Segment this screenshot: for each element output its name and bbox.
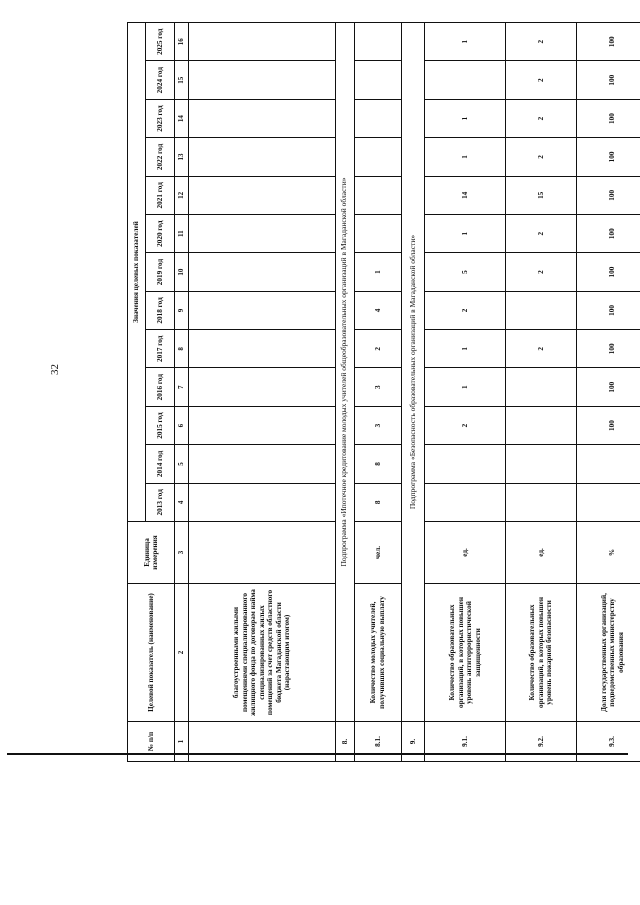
value-cell: 2 xyxy=(506,23,576,62)
value-cell xyxy=(506,483,576,521)
index-cell: 11 xyxy=(175,215,189,253)
value-cell: 15 xyxy=(506,176,576,214)
value-cell: 100 xyxy=(576,330,640,368)
value-cell: 4 xyxy=(355,291,402,329)
value-cell xyxy=(355,176,402,214)
header-name: Целевой показатель (наименование) xyxy=(128,584,175,722)
year-header: 2014 год xyxy=(146,445,175,483)
value-cell: 3 xyxy=(355,406,402,444)
value-cell: 1 xyxy=(425,215,506,253)
column-index-row xyxy=(175,23,189,762)
indicator-unit: чел. xyxy=(355,522,402,584)
row-number: 9.1. xyxy=(425,722,506,762)
year-header: 2019 год xyxy=(146,253,175,291)
value-cell xyxy=(188,61,335,99)
header-no: № п/п xyxy=(128,722,175,762)
indicator-name: Количество образовательных организаций, в которых повышен уровень антитеррористической защищенности xyxy=(425,584,506,722)
value-cell: 100 xyxy=(576,138,640,176)
value-cell xyxy=(188,291,335,329)
index-cell: 7 xyxy=(175,368,189,406)
value-cell: 100 xyxy=(576,253,640,291)
year-header: 2020 год xyxy=(146,215,175,253)
value-cell xyxy=(188,483,335,521)
year-header: 2024 год xyxy=(146,61,175,99)
value-cell xyxy=(576,445,640,483)
value-cell: 1 xyxy=(425,138,506,176)
value-cell: 2 xyxy=(506,138,576,176)
table-row xyxy=(425,23,506,762)
value-cell xyxy=(188,253,335,291)
year-header: 2023 год xyxy=(146,99,175,137)
value-cell xyxy=(188,215,335,253)
header-unit: Единица измерения xyxy=(128,522,175,584)
table-row xyxy=(188,23,335,762)
index-cell: 3 xyxy=(175,522,189,584)
value-cell xyxy=(355,215,402,253)
value-cell xyxy=(188,138,335,176)
value-cell: 100 xyxy=(576,61,640,99)
indicator-name: Количество молодых учителей, получивших социальную выплату xyxy=(355,584,402,722)
index-cell: 1 xyxy=(175,722,189,762)
value-cell: 2 xyxy=(506,61,576,99)
index-cell: 13 xyxy=(175,138,189,176)
row-number: 9.2. xyxy=(506,722,576,762)
subprogram-row xyxy=(401,23,424,762)
year-header: 2022 год xyxy=(146,138,175,176)
value-cell: 100 xyxy=(576,99,640,137)
year-header: 2017 год xyxy=(146,330,175,368)
value-cell xyxy=(188,368,335,406)
value-cell: 2 xyxy=(355,330,402,368)
index-cell: 8 xyxy=(175,330,189,368)
index-cell: 10 xyxy=(175,253,189,291)
value-cell: 1 xyxy=(425,368,506,406)
index-cell: 16 xyxy=(175,23,189,62)
row-number: 9. xyxy=(401,722,424,762)
table-row xyxy=(355,23,402,762)
row-number xyxy=(188,722,335,762)
index-cell: 4 xyxy=(175,483,189,521)
value-cell xyxy=(188,99,335,137)
value-cell: 3 xyxy=(355,368,402,406)
value-cell xyxy=(506,445,576,483)
header-values-group: Значения целевых показателей xyxy=(128,23,146,522)
value-cell: 1 xyxy=(355,253,402,291)
indicator-name: Доля государственных организаций, подведомственных министерству образования xyxy=(576,584,640,722)
value-cell: 14 xyxy=(425,176,506,214)
value-cell xyxy=(506,291,576,329)
value-cell: 100 xyxy=(576,406,640,444)
value-cell: 5 xyxy=(425,253,506,291)
value-cell xyxy=(355,23,402,62)
subprogram-title: Подпрограмма «Ипотечное кредитование молодых учителей общеобразовательных организаций в Магаданской области» xyxy=(335,23,354,722)
index-cell: 6 xyxy=(175,406,189,444)
year-header: 2015 год xyxy=(146,406,175,444)
subprogram-row xyxy=(335,23,354,762)
indicator-name: Количество образовательных организаций, в которых повышен уровень пожарной безопасности xyxy=(506,584,576,722)
value-cell xyxy=(188,445,335,483)
page-number: 32 xyxy=(49,364,61,376)
value-cell xyxy=(425,483,506,521)
row-number: 8.1. xyxy=(355,722,402,762)
indicator-table-frame xyxy=(127,22,640,762)
subprogram-title: Подпрограмма «Безопасность образовательных организаций в Магаданской области» xyxy=(401,23,424,722)
year-header: 2021 год xyxy=(146,176,175,214)
index-cell: 2 xyxy=(175,584,189,722)
index-cell: 12 xyxy=(175,176,189,214)
value-cell xyxy=(188,176,335,214)
value-cell xyxy=(506,368,576,406)
value-cell xyxy=(188,330,335,368)
value-cell xyxy=(506,406,576,444)
index-cell: 15 xyxy=(175,61,189,99)
page-divider xyxy=(7,753,628,755)
value-cell xyxy=(188,23,335,62)
target-indicators-table xyxy=(127,22,640,762)
value-cell: 100 xyxy=(576,215,640,253)
indicator-unit: % xyxy=(576,522,640,584)
value-cell xyxy=(355,138,402,176)
indicator-unit: ед. xyxy=(425,522,506,584)
value-cell: 8 xyxy=(355,445,402,483)
table-row xyxy=(506,23,576,762)
value-cell: 100 xyxy=(576,368,640,406)
value-cell: 100 xyxy=(576,23,640,62)
value-cell: 2 xyxy=(506,253,576,291)
value-cell: 1 xyxy=(425,330,506,368)
indicator-unit xyxy=(188,522,335,584)
index-cell: 5 xyxy=(175,445,189,483)
year-header: 2013 год xyxy=(146,483,175,521)
year-header: 2018 год xyxy=(146,291,175,329)
value-cell: 1 xyxy=(425,23,506,62)
value-cell: 2 xyxy=(506,99,576,137)
value-cell xyxy=(425,445,506,483)
index-cell: 9 xyxy=(175,291,189,329)
row-number: 8. xyxy=(335,722,354,762)
value-cell: 2 xyxy=(425,406,506,444)
value-cell: 8 xyxy=(355,483,402,521)
value-cell xyxy=(425,61,506,99)
year-header: 2025 год xyxy=(146,23,175,62)
value-cell: 100 xyxy=(576,291,640,329)
year-header: 2016 год xyxy=(146,368,175,406)
index-cell: 14 xyxy=(175,99,189,137)
value-cell xyxy=(576,483,640,521)
value-cell: 1 xyxy=(425,99,506,137)
value-cell: 2 xyxy=(425,291,506,329)
value-cell: 100 xyxy=(576,176,640,214)
indicator-unit: ед. xyxy=(506,522,576,584)
table-row xyxy=(576,23,640,762)
value-cell xyxy=(355,99,402,137)
value-cell xyxy=(188,406,335,444)
value-cell xyxy=(355,61,402,99)
indicator-name: благоустроенными жилыми помещениями специализированного жилищного фонда по договорам найма специализированных жилых помещений за счет средств областного бюджета Магаданской области (нарастающим итогом) xyxy=(188,584,335,722)
row-number: 9.3. xyxy=(576,722,640,762)
value-cell: 2 xyxy=(506,215,576,253)
value-cell: 2 xyxy=(506,330,576,368)
